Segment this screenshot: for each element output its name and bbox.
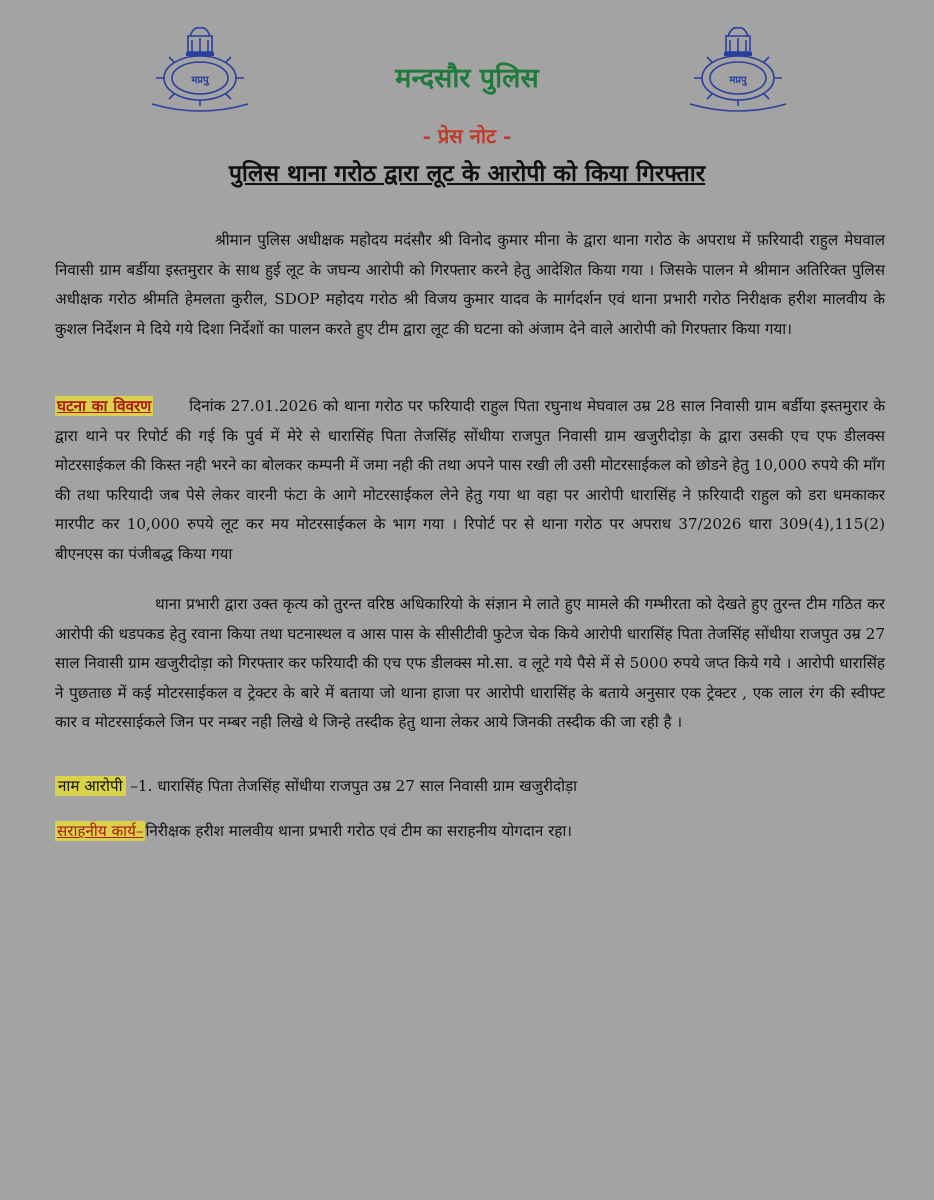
incident-label: घटना का विवरण <box>57 397 152 415</box>
page-headline: पुलिस थाना गरोठ द्वारा लूट के आरोपी को किया गिरफ्तार <box>228 160 706 187</box>
svg-text:मप्रपु: मप्रपु <box>729 75 747 86</box>
praise-label: सराहनीय कार्य– <box>57 822 144 840</box>
org-title: मन्दसौर पुलिस <box>395 63 539 94</box>
press-note-label: - प्रेस नोट - <box>422 124 512 148</box>
action-paragraph: थाना प्रभारी द्वारा उक्त कृत्य को तुरन्त वरिष्ठ अधिकारियो के संज्ञान मे लाते हुए मामले की गम्भीरता को देखते हुए तुरन्त टीम गठित कर आरोपी की धडपकड हेतु रवाना किया तथा घटनास्थल व आस पास के सीसीटीवी फुटेज चेक किये आरोपी धारासिंह पिता तेजसिंह सोंधीया राजपुत उम्र 27 साल निवासी ग्राम खजुरीदोड़ा को गिरफ्तार कर फरियादी की एच एफ डीलक्स मो.सा. व लूटे गये पैसे में से 5000 रुपये जप्त किये गये । आरोपी धारासिंह ने पुछताछ में कई मोटरसाईकल व ट्रेक्टर के बारे में बताया जो थाना हाजा पर आरोपी धारासिंह के बताये अनुसार एक ट्रेक्टर , एक लाल रंग की स्वीफ्ट कार व मोटरसाईकले जिन पर नम्बर नही लिखे थे जिन्हे तस्दीक हेतु थाना लेकर आये जिनकी तस्दीक की जा रही है । <box>55 595 885 731</box>
praise-text: निरीक्षक हरीश मालवीय थाना प्रभारी गरोठ एवं टीम का सराहनीय योगदान रहा। <box>145 822 573 840</box>
incident-paragraph <box>55 392 885 569</box>
intro-paragraph: श्रीमान पुलिस अधीक्षक महोदय मदंसौर श्री विनोद कुमार मीना के द्वारा थाना गरोठ के अपराध में फ़रियादी राहुल मेघवाल निवासी ग्राम बर्डीया इस्तमुरार के साथ हुई लूट के जघन्य आरोपी को गिरफ्तार करने हेतु आदेशित किया गया । जिसके पालन मे श्रीमान अतिरिक्त पुलिस अधीक्षक गरोठ श्रीमति हेमलता कुरील, SDOP महोदय गरोठ श्री विजय कुमार यादव के मार्गदर्शन एवं थाना प्रभारी गरोठ निरीक्षक हरीश मालवीय के कुशल निर्देशन मे दिये गये दिशा निर्देशों का पालन करते हुए टीम द्वारा लूट की घटना को अंजाम देने वाले आरोपी को गिरफ्तार किया गया। <box>55 231 885 338</box>
praise-line <box>55 817 885 847</box>
incident-text: दिनांक 27.01.2026 को थाना गरोठ पर फरियादी राहुल पिता रघुनाथ मेघवाल उम्र 28 साल निवासी ग्राम बर्डीया इस्तमुरार के द्वारा थाने पर रिपोर्ट की गई कि पुर्व में मेरे से धारासिंह पिता तेजसिंह सोंधीया राजपुत निवासी ग्राम खजुरीदोड़ा के द्वारा उसकी एच एफ डीलक्स मोटरसाईकल की किस्त नही भरने का बोलकर कम्पनी में जमा नही की तथा अपने पास रखी ली उसी मोटरसाईकल को छोडने हेतु 10,000 रुपये की माँग की तथा फरियादी जब पेसे लेकर वारनी फंटा के आगे मोटरसाईकल लेने हेतु गया था वहा पर आरोपी धारासिंह ने फ़रियादी राहुल को डरा धमकाकर मारपीट कर 10,000 रुपये लूट कर मय मोटरसाईकल के भाग गया । रिपोर्ट पर से थाना गरोठ पर अपराध 37/2026 धारा 309(4),115(2) बीएनएस का पंजीबद्ध किया गया <box>55 397 885 563</box>
accused-line <box>55 772 885 802</box>
accused-label: नाम आरोपी <box>55 776 126 796</box>
svg-text:मप्रपु: मप्रपु <box>191 75 209 86</box>
accused-text: –1. धारासिंह पिता तेजसिंह सोंधीया राजपुत उम्र 27 साल निवासी ग्राम खजुरीदोड़ा <box>125 777 578 795</box>
